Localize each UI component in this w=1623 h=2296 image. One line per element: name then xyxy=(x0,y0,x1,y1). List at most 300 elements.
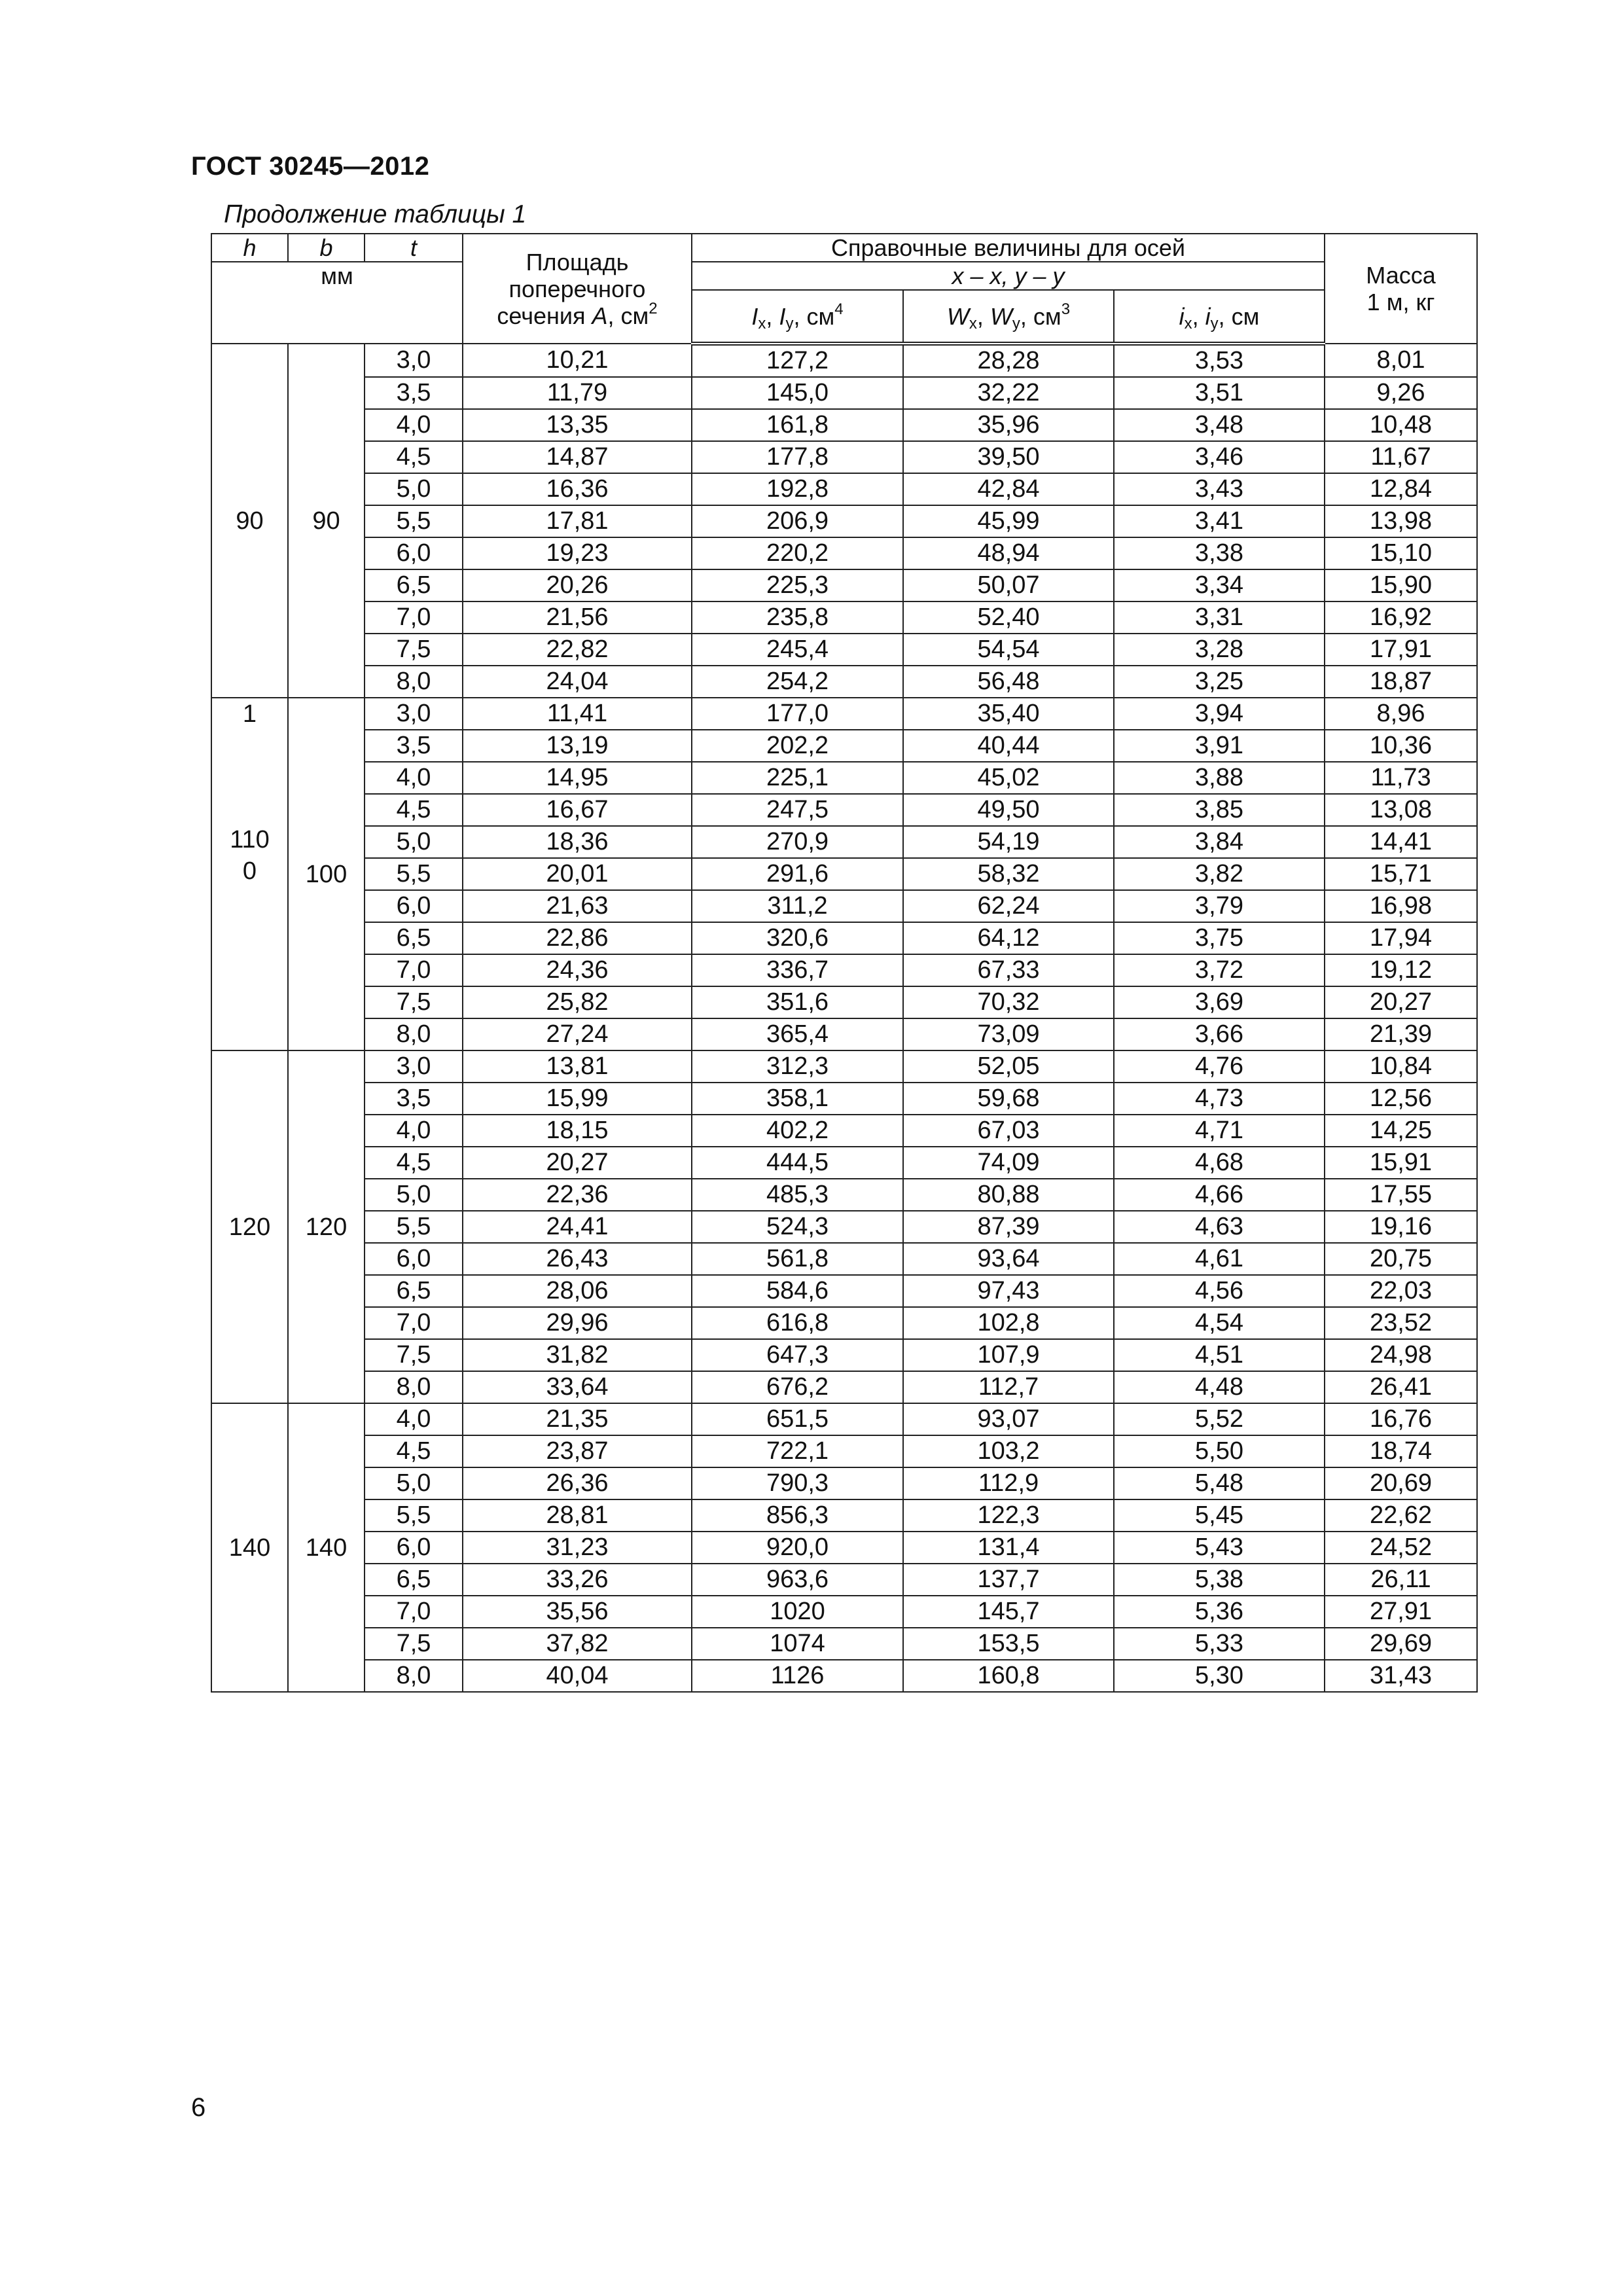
mass-cell: 13,98 xyxy=(1325,505,1477,537)
table-row xyxy=(211,1147,1477,1179)
header-area-line1: Площадь xyxy=(526,248,629,276)
thickness-cell: 3,5 xyxy=(365,1083,463,1115)
thickness-cell: 6,5 xyxy=(365,1275,463,1307)
gyration-cell: 5,43 xyxy=(1114,1532,1325,1564)
area-cell: 16,67 xyxy=(463,794,692,826)
mass-cell: 31,43 xyxy=(1325,1660,1477,1692)
area-cell: 21,35 xyxy=(463,1403,692,1435)
mass-cell: 17,55 xyxy=(1325,1179,1477,1211)
area-cell: 28,81 xyxy=(463,1499,692,1532)
area-cell: 18,15 xyxy=(463,1115,692,1147)
area-cell: 29,96 xyxy=(463,1307,692,1339)
thickness-cell: 6,5 xyxy=(365,569,463,601)
inertia-cell: 485,3 xyxy=(692,1179,903,1211)
thickness-cell: 4,5 xyxy=(365,794,463,826)
gyration-cell: 3,69 xyxy=(1114,986,1325,1018)
inertia-cell: 311,2 xyxy=(692,890,903,922)
thickness-cell: 4,0 xyxy=(365,1115,463,1147)
height-cell-line: 1 xyxy=(242,700,257,728)
height-cell xyxy=(211,1403,288,1692)
table-row xyxy=(211,473,1477,505)
inertia-cell: 524,3 xyxy=(692,1211,903,1243)
table-row xyxy=(211,1307,1477,1339)
inertia-cell: 722,1 xyxy=(692,1435,903,1467)
mass-cell: 13,08 xyxy=(1325,794,1477,826)
table-row xyxy=(211,698,1477,730)
mass-cell: 8,01 xyxy=(1325,344,1477,377)
height-cell-line: 0 xyxy=(242,857,257,885)
gyration-cell: 5,45 xyxy=(1114,1499,1325,1532)
gyration-cell: 4,73 xyxy=(1114,1083,1325,1115)
height-cell xyxy=(211,698,288,1050)
area-cell: 27,24 xyxy=(463,1018,692,1050)
inertia-cell: 312,3 xyxy=(692,1050,903,1083)
gyration-cell: 3,94 xyxy=(1114,698,1325,730)
area-cell: 26,43 xyxy=(463,1243,692,1275)
area-cell: 24,36 xyxy=(463,954,692,986)
modulus-cell: 54,19 xyxy=(903,826,1114,858)
thickness-cell: 5,5 xyxy=(365,1211,463,1243)
inertia-cell: 235,8 xyxy=(692,601,903,634)
modulus-cell: 67,33 xyxy=(903,954,1114,986)
gyration-cell: 3,82 xyxy=(1114,858,1325,890)
area-cell: 10,21 xyxy=(463,344,692,377)
mass-cell: 27,91 xyxy=(1325,1596,1477,1628)
thickness-cell: 8,0 xyxy=(365,1371,463,1403)
table-row xyxy=(211,794,1477,826)
modulus-cell: 49,50 xyxy=(903,794,1114,826)
mass-cell: 19,16 xyxy=(1325,1211,1477,1243)
thickness-cell: 7,5 xyxy=(365,1339,463,1371)
height-cell xyxy=(211,344,288,698)
thickness-cell: 3,5 xyxy=(365,730,463,762)
inertia-cell: 145,0 xyxy=(692,377,903,409)
mass-cell: 18,87 xyxy=(1325,666,1477,698)
mass-cell: 19,12 xyxy=(1325,954,1477,986)
area-cell: 28,06 xyxy=(463,1275,692,1307)
table-row xyxy=(211,1371,1477,1403)
table-header xyxy=(211,234,1477,344)
inertia-cell: 616,8 xyxy=(692,1307,903,1339)
area-cell: 18,36 xyxy=(463,826,692,858)
thickness-cell: 7,0 xyxy=(365,601,463,634)
thickness-cell: 8,0 xyxy=(365,1660,463,1692)
modulus-cell: 103,2 xyxy=(903,1435,1114,1467)
table-row xyxy=(211,858,1477,890)
area-cell: 33,26 xyxy=(463,1564,692,1596)
area-cell: 24,41 xyxy=(463,1211,692,1243)
modulus-cell: 35,40 xyxy=(903,698,1114,730)
inertia-cell: 351,6 xyxy=(692,986,903,1018)
mass-cell: 24,98 xyxy=(1325,1339,1477,1371)
height-cell-line: 140 xyxy=(228,1534,271,1562)
thickness-cell: 8,0 xyxy=(365,1018,463,1050)
mass-cell: 15,10 xyxy=(1325,537,1477,569)
modulus-cell: 153,5 xyxy=(903,1628,1114,1660)
mass-cell: 20,75 xyxy=(1325,1243,1477,1275)
header-area xyxy=(463,234,692,344)
height-cell-line: 110 xyxy=(230,826,270,853)
area-cell: 20,01 xyxy=(463,858,692,890)
mass-cell: 15,90 xyxy=(1325,569,1477,601)
thickness-cell: 4,0 xyxy=(365,409,463,441)
modulus-cell: 137,7 xyxy=(903,1564,1114,1596)
inertia-cell: 444,5 xyxy=(692,1147,903,1179)
width-cell: 100 xyxy=(288,698,365,1050)
thickness-cell: 7,5 xyxy=(365,986,463,1018)
mass-cell: 12,56 xyxy=(1325,1083,1477,1115)
gyration-cell: 4,66 xyxy=(1114,1179,1325,1211)
area-cell: 16,36 xyxy=(463,473,692,505)
inertia-cell: 247,5 xyxy=(692,794,903,826)
gyration-cell: 4,68 xyxy=(1114,1147,1325,1179)
header-section-modulus: $W_x$, $W_y$, $см^3$ xyxy=(903,290,1114,344)
table-row xyxy=(211,1179,1477,1211)
area-cell: 25,82 xyxy=(463,986,692,1018)
table-row xyxy=(211,441,1477,473)
mass-cell: 26,11 xyxy=(1325,1564,1477,1596)
modulus-cell: 42,84 xyxy=(903,473,1114,505)
table-caption: Продолжение таблицы 1 xyxy=(224,200,527,228)
mass-cell: 23,52 xyxy=(1325,1307,1477,1339)
mass-cell: 9,26 xyxy=(1325,377,1477,409)
inertia-cell: 856,3 xyxy=(692,1499,903,1532)
table-row xyxy=(211,666,1477,698)
mass-cell: 12,84 xyxy=(1325,473,1477,505)
gyration-cell: 3,84 xyxy=(1114,826,1325,858)
page-number: 6 xyxy=(191,2093,206,2122)
modulus-cell: 52,05 xyxy=(903,1050,1114,1083)
area-cell: 14,95 xyxy=(463,762,692,794)
inertia-cell: 202,2 xyxy=(692,730,903,762)
thickness-cell: 4,5 xyxy=(365,1435,463,1467)
area-cell: 37,82 xyxy=(463,1628,692,1660)
area-cell: 11,41 xyxy=(463,698,692,730)
inertia-cell: 192,8 xyxy=(692,473,903,505)
thickness-cell: 5,0 xyxy=(365,473,463,505)
gyration-cell: 3,25 xyxy=(1114,666,1325,698)
mass-cell: 22,62 xyxy=(1325,1499,1477,1532)
gyration-cell: 3,85 xyxy=(1114,794,1325,826)
header-h: h xyxy=(211,234,288,262)
modulus-cell: 32,22 xyxy=(903,377,1114,409)
mass-cell: 11,73 xyxy=(1325,762,1477,794)
gyration-cell: 3,79 xyxy=(1114,890,1325,922)
gyration-cell: 4,51 xyxy=(1114,1339,1325,1371)
inertia-cell: 402,2 xyxy=(692,1115,903,1147)
mass-cell: 16,98 xyxy=(1325,890,1477,922)
thickness-cell: 7,5 xyxy=(365,634,463,666)
thickness-cell: 4,5 xyxy=(365,441,463,473)
modulus-cell: 112,9 xyxy=(903,1467,1114,1499)
modulus-cell: 40,44 xyxy=(903,730,1114,762)
gyration-cell: 3,66 xyxy=(1114,1018,1325,1050)
modulus-cell: 74,09 xyxy=(903,1147,1114,1179)
area-cell: 19,23 xyxy=(463,537,692,569)
inertia-cell: 561,8 xyxy=(692,1243,903,1275)
table-row xyxy=(211,954,1477,986)
area-cell: 20,26 xyxy=(463,569,692,601)
mass-cell: 10,84 xyxy=(1325,1050,1477,1083)
area-cell: 20,27 xyxy=(463,1147,692,1179)
table-row xyxy=(211,537,1477,569)
gyration-cell: 5,33 xyxy=(1114,1628,1325,1660)
header-axes: x – x, y – y xyxy=(692,262,1325,290)
gyration-cell: 5,36 xyxy=(1114,1596,1325,1628)
table-row xyxy=(211,1660,1477,1692)
modulus-cell: 67,03 xyxy=(903,1115,1114,1147)
table-row xyxy=(211,1628,1477,1660)
table-row xyxy=(211,1275,1477,1307)
gyration-cell: 4,76 xyxy=(1114,1050,1325,1083)
table-row xyxy=(211,890,1477,922)
area-cell: 40,04 xyxy=(463,1660,692,1692)
height-cell xyxy=(211,1050,288,1403)
thickness-cell: 4,5 xyxy=(365,1147,463,1179)
thickness-cell: 6,0 xyxy=(365,1243,463,1275)
width-cell: 140 xyxy=(288,1403,365,1692)
thickness-cell: 8,0 xyxy=(365,666,463,698)
modulus-cell: 35,96 xyxy=(903,409,1114,441)
height-cell-line: 120 xyxy=(228,1213,271,1241)
thickness-cell: 5,0 xyxy=(365,1179,463,1211)
gyration-cell: 3,72 xyxy=(1114,954,1325,986)
table-body xyxy=(211,344,1477,1692)
gyration-cell: 4,63 xyxy=(1114,1211,1325,1243)
table-row xyxy=(211,1467,1477,1499)
table-row xyxy=(211,1564,1477,1596)
modulus-cell: 58,32 xyxy=(903,858,1114,890)
modulus-cell: 45,99 xyxy=(903,505,1114,537)
height-cell-line xyxy=(212,793,287,824)
modulus-cell: 64,12 xyxy=(903,922,1114,954)
table-row xyxy=(211,634,1477,666)
thickness-cell: 6,0 xyxy=(365,1532,463,1564)
gyration-cell: 3,88 xyxy=(1114,762,1325,794)
mass-cell: 17,91 xyxy=(1325,634,1477,666)
area-cell: 13,19 xyxy=(463,730,692,762)
section-properties-table xyxy=(211,233,1478,1693)
gyration-cell: 3,53 xyxy=(1114,344,1325,377)
gyration-cell: 3,51 xyxy=(1114,377,1325,409)
modulus-cell: 28,28 xyxy=(903,344,1114,377)
inertia-cell: 161,8 xyxy=(692,409,903,441)
thickness-cell: 7,0 xyxy=(365,1307,463,1339)
thickness-cell: 6,5 xyxy=(365,922,463,954)
mass-cell: 16,76 xyxy=(1325,1403,1477,1435)
table-row xyxy=(211,377,1477,409)
inertia-cell: 365,4 xyxy=(692,1018,903,1050)
thickness-cell: 7,5 xyxy=(365,1628,463,1660)
header-moment-of-inertia: $I_x$, $I_y$, $см^4$ xyxy=(692,290,903,344)
inertia-cell: 177,0 xyxy=(692,698,903,730)
modulus-cell: 73,09 xyxy=(903,1018,1114,1050)
header-area-line2: поперечного xyxy=(508,275,646,302)
table-row xyxy=(211,1243,1477,1275)
inertia-cell: 358,1 xyxy=(692,1083,903,1115)
thickness-cell: 7,0 xyxy=(365,954,463,986)
inertia-cell: 963,6 xyxy=(692,1564,903,1596)
thickness-cell: 7,0 xyxy=(365,1596,463,1628)
thickness-cell: 6,5 xyxy=(365,1564,463,1596)
gyration-cell: 3,46 xyxy=(1114,441,1325,473)
table-row xyxy=(211,1403,1477,1435)
inertia-cell: 320,6 xyxy=(692,922,903,954)
table-row xyxy=(211,505,1477,537)
gyration-cell: 3,43 xyxy=(1114,473,1325,505)
mass-cell: 20,69 xyxy=(1325,1467,1477,1499)
inertia-cell: 245,4 xyxy=(692,634,903,666)
modulus-cell: 102,8 xyxy=(903,1307,1114,1339)
area-cell: 11,79 xyxy=(463,377,692,409)
area-cell: 22,36 xyxy=(463,1179,692,1211)
modulus-cell: 48,94 xyxy=(903,537,1114,569)
modulus-cell: 70,32 xyxy=(903,986,1114,1018)
table-row xyxy=(211,730,1477,762)
thickness-cell: 6,0 xyxy=(365,537,463,569)
header-b: b xyxy=(288,234,365,262)
area-cell: 35,56 xyxy=(463,1596,692,1628)
gyration-cell: 4,48 xyxy=(1114,1371,1325,1403)
table-row xyxy=(211,1050,1477,1083)
modulus-cell: 50,07 xyxy=(903,569,1114,601)
area-cell: 22,86 xyxy=(463,922,692,954)
table-row xyxy=(211,1596,1477,1628)
mass-cell: 21,39 xyxy=(1325,1018,1477,1050)
table-row xyxy=(211,922,1477,954)
gyration-cell: 5,50 xyxy=(1114,1435,1325,1467)
area-cell: 15,99 xyxy=(463,1083,692,1115)
inertia-cell: 790,3 xyxy=(692,1467,903,1499)
header-mass xyxy=(1325,234,1477,344)
thickness-cell: 4,0 xyxy=(365,1403,463,1435)
mass-cell: 18,74 xyxy=(1325,1435,1477,1467)
inertia-cell: 220,2 xyxy=(692,537,903,569)
table-row xyxy=(211,826,1477,858)
inertia-cell: 336,7 xyxy=(692,954,903,986)
modulus-cell: 45,02 xyxy=(903,762,1114,794)
gyration-cell: 3,75 xyxy=(1114,922,1325,954)
inertia-cell: 291,6 xyxy=(692,858,903,890)
modulus-cell: 93,64 xyxy=(903,1243,1114,1275)
table-row xyxy=(211,986,1477,1018)
inertia-cell: 920,0 xyxy=(692,1532,903,1564)
table-row xyxy=(211,569,1477,601)
inertia-cell: 225,3 xyxy=(692,569,903,601)
mass-cell: 8,96 xyxy=(1325,698,1477,730)
inertia-cell: 177,8 xyxy=(692,441,903,473)
area-cell: 26,36 xyxy=(463,1467,692,1499)
width-cell: 90 xyxy=(288,344,365,698)
area-cell: 21,63 xyxy=(463,890,692,922)
modulus-cell: 97,43 xyxy=(903,1275,1114,1307)
gyration-cell: 3,41 xyxy=(1114,505,1325,537)
mass-cell: 15,71 xyxy=(1325,858,1477,890)
inertia-cell: 1020 xyxy=(692,1596,903,1628)
modulus-cell: 107,9 xyxy=(903,1339,1114,1371)
header-mass-line2: 1 м, кг xyxy=(1366,289,1435,315)
table-row xyxy=(211,1211,1477,1243)
table-row xyxy=(211,601,1477,634)
inertia-cell: 1126 xyxy=(692,1660,903,1692)
modulus-cell: 112,7 xyxy=(903,1371,1114,1403)
inertia-cell: 1074 xyxy=(692,1628,903,1660)
mass-cell: 16,92 xyxy=(1325,601,1477,634)
mass-cell: 10,48 xyxy=(1325,409,1477,441)
modulus-cell: 131,4 xyxy=(903,1532,1114,1564)
table-row xyxy=(211,1499,1477,1532)
thickness-cell: 3,0 xyxy=(365,344,463,377)
modulus-cell: 122,3 xyxy=(903,1499,1114,1532)
inertia-cell: 651,5 xyxy=(692,1403,903,1435)
gyration-cell: 5,30 xyxy=(1114,1660,1325,1692)
inertia-cell: 206,9 xyxy=(692,505,903,537)
header-mass-line1: Масса xyxy=(1366,262,1436,289)
width-cell: 120 xyxy=(288,1050,365,1403)
gyration-cell: 3,28 xyxy=(1114,634,1325,666)
mass-cell: 17,94 xyxy=(1325,922,1477,954)
gyration-cell: 3,91 xyxy=(1114,730,1325,762)
inertia-cell: 225,1 xyxy=(692,762,903,794)
inertia-cell: 676,2 xyxy=(692,1371,903,1403)
gyration-cell: 3,31 xyxy=(1114,601,1325,634)
modulus-cell: 87,39 xyxy=(903,1211,1114,1243)
area-cell: 13,81 xyxy=(463,1050,692,1083)
mass-cell: 24,52 xyxy=(1325,1532,1477,1564)
modulus-cell: 160,8 xyxy=(903,1660,1114,1692)
thickness-cell: 3,5 xyxy=(365,377,463,409)
mass-cell: 11,67 xyxy=(1325,441,1477,473)
mass-cell: 20,27 xyxy=(1325,986,1477,1018)
header-mm-unit: мм xyxy=(211,262,463,344)
table-row xyxy=(211,1339,1477,1371)
modulus-cell: 93,07 xyxy=(903,1403,1114,1435)
gyration-cell: 3,48 xyxy=(1114,409,1325,441)
mass-cell: 26,41 xyxy=(1325,1371,1477,1403)
area-cell: 31,23 xyxy=(463,1532,692,1564)
area-cell: 14,87 xyxy=(463,441,692,473)
gyration-cell: 3,34 xyxy=(1114,569,1325,601)
gyration-cell: 4,54 xyxy=(1114,1307,1325,1339)
gyration-cell: 4,56 xyxy=(1114,1275,1325,1307)
table-row xyxy=(211,1115,1477,1147)
modulus-cell: 62,24 xyxy=(903,890,1114,922)
gyration-cell: 5,52 xyxy=(1114,1403,1325,1435)
thickness-cell: 5,0 xyxy=(365,826,463,858)
area-cell: 13,35 xyxy=(463,409,692,441)
thickness-cell: 5,5 xyxy=(365,1499,463,1532)
thickness-cell: 5,5 xyxy=(365,505,463,537)
modulus-cell: 56,48 xyxy=(903,666,1114,698)
thickness-cell: 4,0 xyxy=(365,762,463,794)
gyration-cell: 5,38 xyxy=(1114,1564,1325,1596)
area-cell: 22,82 xyxy=(463,634,692,666)
modulus-cell: 54,54 xyxy=(903,634,1114,666)
modulus-cell: 59,68 xyxy=(903,1083,1114,1115)
table-row xyxy=(211,1083,1477,1115)
mass-cell: 10,36 xyxy=(1325,730,1477,762)
thickness-cell: 3,0 xyxy=(365,698,463,730)
height-cell-line xyxy=(212,761,287,793)
area-cell: 21,56 xyxy=(463,601,692,634)
height-cell-line xyxy=(212,730,287,761)
thickness-cell: 3,0 xyxy=(365,1050,463,1083)
gyration-cell: 4,61 xyxy=(1114,1243,1325,1275)
document-header: ГОСТ 30245—2012 xyxy=(191,152,430,181)
table-row xyxy=(211,409,1477,441)
modulus-cell: 39,50 xyxy=(903,441,1114,473)
table-row xyxy=(211,344,1477,377)
